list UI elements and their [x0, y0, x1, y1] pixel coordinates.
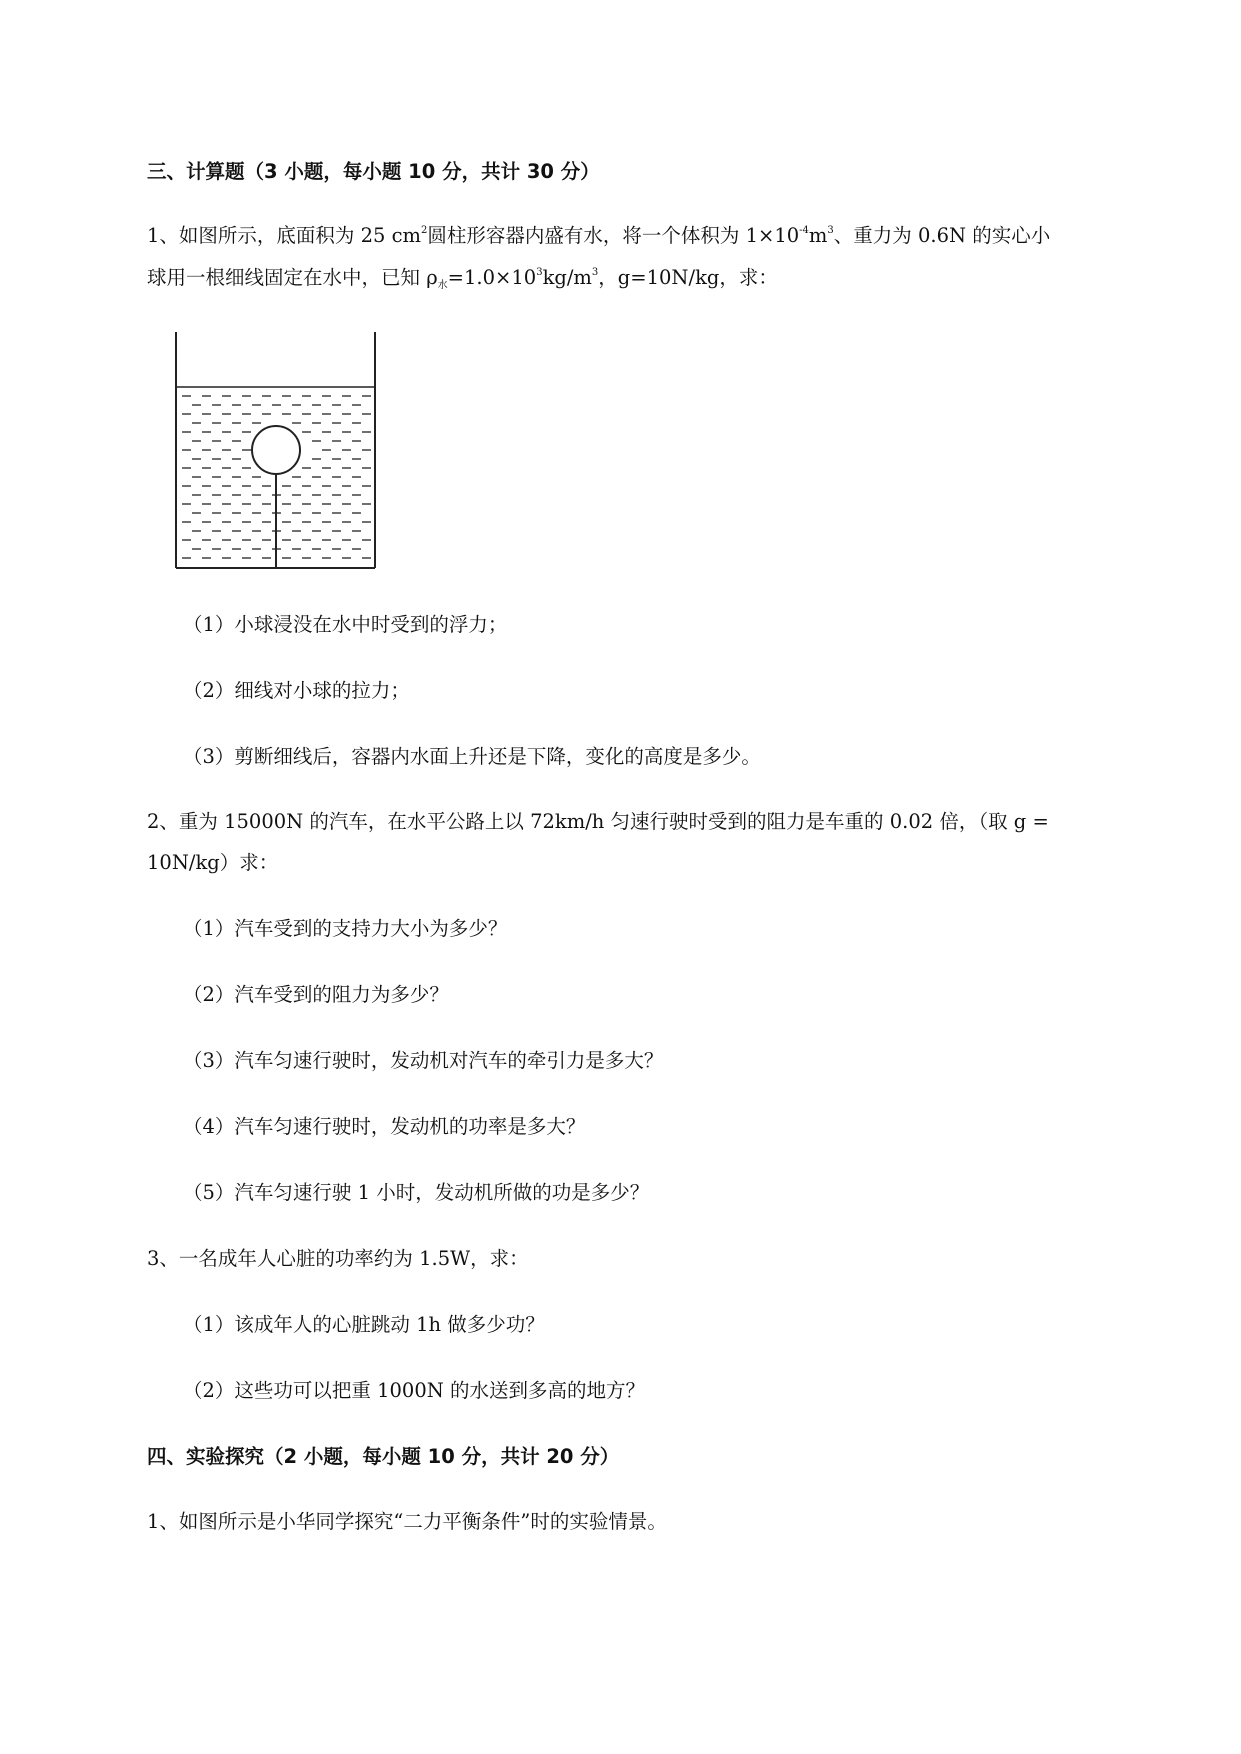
q2-part4: （4）汽车匀速行驶时，发动机的功率是多大？	[183, 1115, 586, 1138]
q1-sup2: -4	[799, 225, 809, 236]
q1-line2-sub: 水	[437, 280, 448, 291]
q3-part1: （1）该成年人的心脏跳动 1h 做多少功？	[183, 1313, 545, 1336]
q4-line1: 1、如图所示是小华同学探究“二力平衡条件”时的实验情景。	[147, 1510, 667, 1533]
q2-part5: （5）汽车匀速行驶 1 小时，发动机所做的功是多少？	[183, 1181, 650, 1204]
section4-heading: 四、实验探究（2 小题，每小题 10 分，共计 20 分）	[147, 1445, 620, 1468]
q1-line2-c: kg/m	[542, 266, 592, 289]
q1-line2-sup: 3	[536, 267, 543, 278]
q1-text-c: m	[808, 224, 828, 247]
q2-part3: （3）汽车匀速行驶时，发动机对汽车的牵引力是多大？	[183, 1049, 664, 1072]
q2-part2: （2）汽车受到的阻力为多少？	[183, 983, 449, 1006]
q1-line2	[147, 266, 778, 298]
q1-text-a: 1、如图所示，底面积为 25 cm	[147, 224, 422, 247]
q1-part3: （3）剪断细线后，容器内水面上升还是下降，变化的高度是多少。	[183, 745, 761, 768]
q2-line1: 2、重为 15000N 的汽车，在水平公路上以 72km/h 匀速行驶时受到的阻力是车重的 0.02 倍，（取 g =	[147, 810, 1049, 833]
q3-part2: （2）这些功可以把重 1000N 的水送到多高的地方？	[183, 1379, 645, 1402]
q1-sup1: 2	[421, 225, 428, 236]
section3-heading: 三、计算题（3 小题，每小题 10 分，共计 30 分）	[147, 160, 600, 183]
q1-part1: （1）小球浸没在水中时受到的浮力；	[183, 613, 508, 636]
q2-line2: 10N/kg）求：	[147, 851, 279, 874]
q1-line2-b: =1.0×10	[447, 266, 537, 289]
q3-line1: 3、一名成年人心脏的功率约为 1.5W，求：	[147, 1247, 529, 1270]
q2-part1: （1）汽车受到的支持力大小为多少？	[183, 917, 508, 940]
ball	[252, 426, 300, 474]
q1-text-d: 、重力为 0.6N 的实心小	[833, 224, 1051, 247]
container-ball-figure	[172, 330, 388, 570]
q1-line1	[147, 224, 1050, 248]
q1-part2: （2）细线对小球的拉力；	[183, 679, 410, 702]
q1-line2-a: 球用一根细线固定在水中，已知 ρ	[147, 266, 438, 289]
q1-sup3: 3	[827, 225, 834, 236]
q1-line2-d: ，g=10N/kg，求：	[598, 266, 778, 289]
q1-line2-sup2: 3	[591, 267, 599, 278]
q1-text-b: 圆柱形容器内盛有水，将一个体积为 1×10	[427, 224, 800, 247]
